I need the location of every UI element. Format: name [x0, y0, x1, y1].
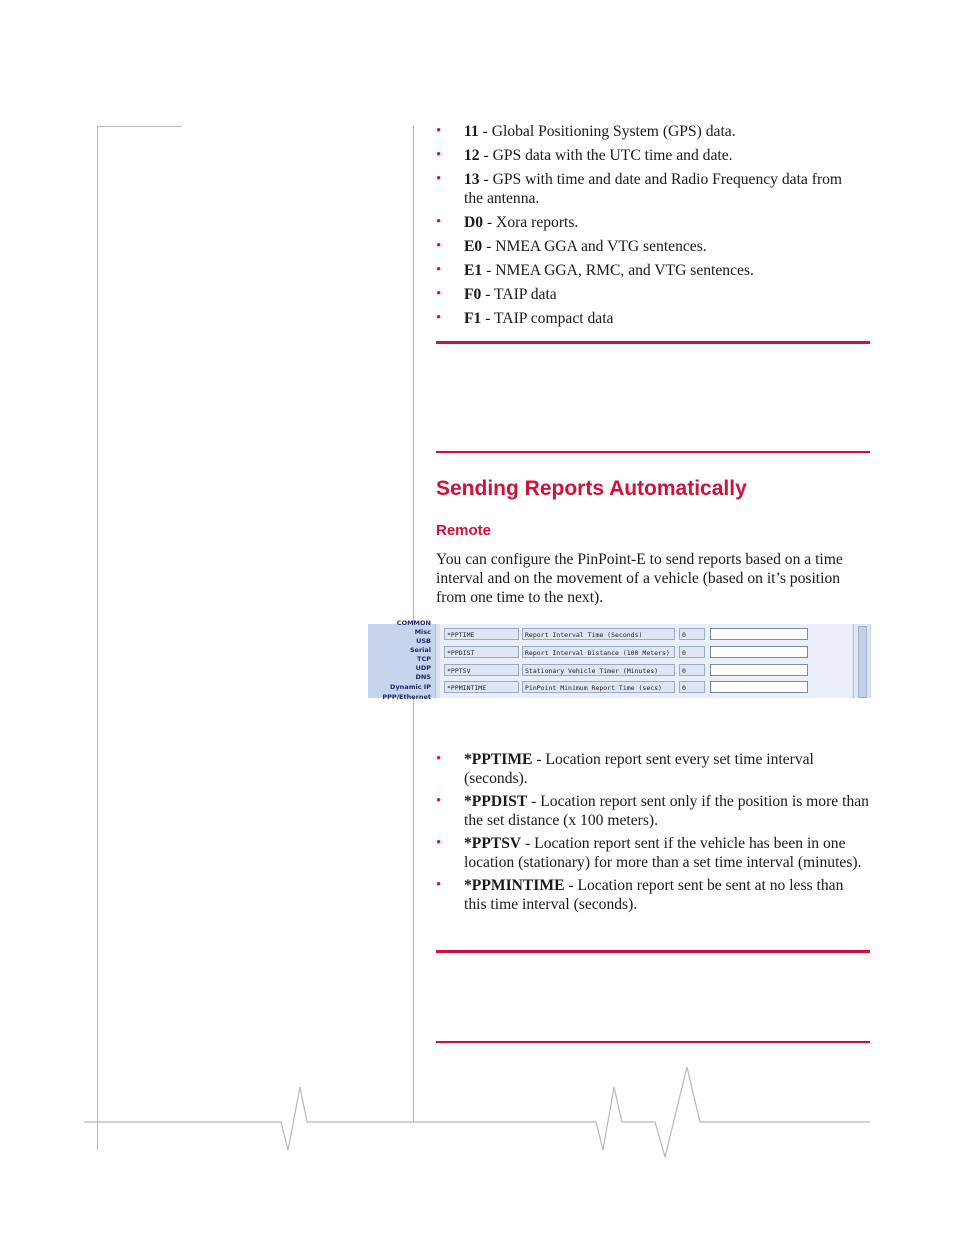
list-item: • *PPTIME - Location report sent every set time interval (seconds).	[436, 751, 814, 787]
new-value-input[interactable]	[710, 681, 808, 693]
bullet-icon: •	[436, 793, 442, 809]
bullet-icon: •	[436, 123, 442, 139]
description-cell: Report Interval Time (Seconds)	[522, 628, 675, 640]
scrollbar-thumb[interactable]	[858, 626, 867, 698]
nav-item-misc: Misc	[414, 628, 431, 636]
nav-item-dynamic-ip: Dynamic IP	[390, 683, 431, 691]
section-divider-thin	[436, 1041, 870, 1043]
section-title: Sending Reports Automatically	[436, 477, 747, 500]
current-value-cell: 0	[679, 646, 705, 658]
current-value-cell: 0	[679, 681, 705, 693]
bullet-icon: •	[436, 286, 442, 302]
top-left-rule	[97, 126, 182, 127]
new-value-input[interactable]	[710, 628, 808, 640]
current-value-cell: 0	[679, 628, 705, 640]
command-cell: *PPTSV	[444, 664, 519, 676]
section-divider-thick	[436, 341, 870, 344]
bullet-icon: •	[436, 147, 442, 163]
nav-item-common: COMMON	[396, 619, 431, 627]
nav-item-ppp-ethernet: PPP/Ethernet	[382, 693, 431, 701]
section-divider-thick	[436, 950, 870, 953]
bullet-icon: •	[436, 214, 442, 230]
list-item: • D0 - Xora reports.	[436, 214, 579, 231]
nav-item-serial: Serial	[409, 646, 431, 654]
bullet-icon: •	[436, 171, 442, 187]
list-item: • *PPTSV - Location report sent if the vehicle has been in one location (stationary) for more than a set time interval (minutes).	[436, 835, 862, 871]
command-cell: *PPDIST	[444, 646, 519, 658]
list-item: • F0 - TAIP data	[436, 286, 557, 303]
nav-item-dns: DNS	[415, 673, 431, 681]
description-cell: Report Interval Distance (100 Meters)	[522, 646, 675, 658]
section-subtitle: Remote	[436, 522, 492, 539]
section-divider-thin	[436, 451, 870, 453]
bullet-icon: •	[436, 751, 442, 767]
output-format-list	[436, 122, 876, 328]
list-item: • 13 - GPS with time and date and Radio Frequency data from the antenna.	[436, 171, 843, 207]
config-nav-sidebar	[368, 619, 436, 701]
nav-item-tcp: TCP	[417, 655, 431, 663]
command-description-list	[436, 750, 876, 914]
bullet-icon: •	[436, 310, 442, 326]
bullet-icon: •	[436, 238, 442, 254]
description-cell: Stationary Vehicle Timer (Minutes)	[522, 664, 675, 676]
footer-waveform-line	[0, 1055, 954, 1165]
bullet-icon: •	[436, 262, 442, 278]
list-item: • E1 - NMEA GGA, RMC, and VTG sentences.	[436, 262, 754, 279]
list-item: • F1 - TAIP compact data	[436, 310, 614, 327]
current-value-cell: 0	[679, 664, 705, 676]
command-cell: *PPMINTIME	[444, 681, 519, 693]
nav-item-usb: USB	[416, 637, 431, 645]
config-table	[440, 624, 852, 698]
command-cell: *PPTIME	[444, 628, 519, 640]
intro-paragraph: You can configure the PinPoint-E to send reports based on a time interval and on the movement of a vehicle (based on it’s position from one time to the next).	[436, 551, 843, 606]
list-item: • 12 - GPS data with the UTC time and date.	[436, 147, 733, 164]
bullet-icon: •	[436, 877, 442, 893]
bullet-icon: •	[436, 835, 442, 851]
nav-item-udp: UDP	[415, 664, 431, 672]
list-item: • 11 - Global Positioning System (GPS) data.	[436, 123, 736, 140]
list-item: • *PPMINTIME - Location report sent be sent at no less than this time interval (seconds).	[436, 877, 844, 913]
new-value-input[interactable]	[710, 646, 808, 658]
config-screenshot	[368, 619, 871, 701]
left-margin-line	[97, 126, 98, 1150]
list-item: • *PPDIST - Location report sent only if the position is more than the set distance (x 100 meters).	[436, 793, 869, 829]
list-item: • E0 - NMEA GGA and VTG sentences.	[436, 238, 707, 255]
vertical-scrollbar[interactable]	[853, 624, 870, 698]
description-cell: PinPoint Minimum Report Time (secs)	[522, 681, 675, 693]
new-value-input[interactable]	[710, 664, 808, 676]
